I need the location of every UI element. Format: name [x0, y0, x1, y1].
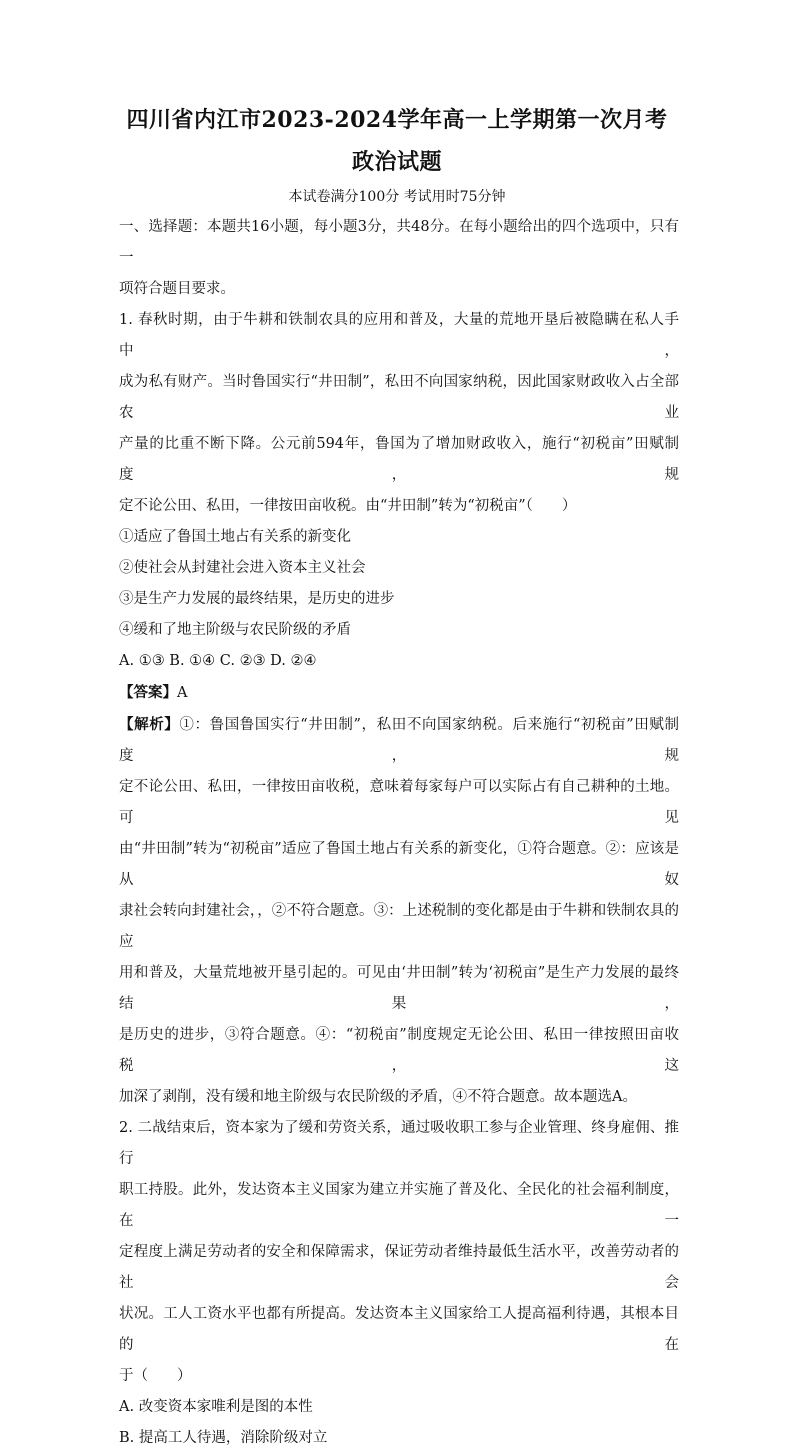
section-intro-line: 项符合题目要求。 [119, 281, 235, 297]
q1-option: ④缓和了地主阶级与农民阶级的矛盾 [119, 622, 351, 638]
q2-option: A. 改变资本家唯利是图的本性 [119, 1399, 313, 1415]
q1-stem-line: 产量的比重不断下降。公元前594年，鲁国为了增加财政收入，施行“初税亩”田赋制度，规 [119, 436, 679, 483]
q1-analysis-line [119, 709, 679, 772]
q2-option: B. 提高工人待遇，消除阶级对立 [119, 1430, 328, 1446]
q1-analysis-line: 加深了剥削，没有缓和地主阶级与农民阶级的矛盾，④不符合题意。故本题选A。 [119, 1089, 637, 1105]
analysis-text: ①：鲁国鲁国实行“井田制”，私田不向国家纳税。后来施行“初税亩”田赋制度，规 [119, 717, 679, 764]
q1-stem-line: 定不论公田、私田，一律按田亩收税。由“井田制”转为“初税亩”（ ） [119, 498, 577, 514]
exam-info: 本试卷满分100分 考试用时75分钟 [288, 189, 506, 205]
q1-option: ②使社会从封建社会进入资本主义社会 [119, 560, 366, 576]
q2-stem-line: 2. 二战结束后，资本家为了缓和劳资关系，通过吸收职工参与企业管理、终身雇佣、推行 [119, 1120, 679, 1167]
answer-label: 【答案】 [119, 684, 177, 701]
q1-stem-line: 成为私有财产。当时鲁国实行“井田制”，私田不向国家纳税，因此国家财政收入占全部农业 [119, 374, 679, 421]
answer-value: A [177, 685, 188, 701]
q1-option: ③是生产力发展的最终结果，是历史的进步 [119, 591, 395, 607]
document-title: 四川省内江市2023-2024学年高一上学期第一次月考 [126, 107, 668, 133]
q2-stem-line: 定程度上满足劳动者的安全和保障需求，保证劳动者维持最低生活水平，改善劳动者的社会 [119, 1244, 679, 1291]
q1-analysis-line: 隶社会转向封建社会，，②不符合题意。③：上述税制的变化都是由于牛耕和铁制农具的应 [119, 903, 679, 950]
q1-analysis-line: 是历史的进步，③符合题意。④：“初税亩”制度规定无论公田、私田一律按照田亩收税，这 [119, 1027, 679, 1074]
q1-analysis-line: 由“井田制”转为“初税亩”适应了鲁国土地占有关系的新变化，①符合题意。②：应该是从奴 [119, 841, 679, 888]
section-intro-line: 一、选择题：本题共16小题，每小题3分，共48分。在每小题给出的四个选项中，只有一 [119, 219, 679, 266]
q2-stem-line: 状况。工人工资水平也都有所提高。发达资本主义国家给工人提高福利待遇，其根本目的在 [119, 1306, 679, 1353]
q1-stem-line: 1. 春秋时期，由于牛耕和铁制农具的应用和普及，大量的荒地开垦后被隐瞒在私人手中， [119, 312, 679, 359]
analysis-label: 【解析】 [119, 716, 180, 733]
q1-analysis-line: 定不论公田、私田，一律按田亩收税，意味着每家每户可以实际占有自己耕种的土地。可见 [119, 779, 679, 826]
q2-stem-line: 于（ ） [119, 1368, 192, 1384]
q1-option: ①适应了鲁国土地占有关系的新变化 [119, 529, 351, 545]
q1-choices: A. ①③ B. ①④ C. ②③ D. ②④ [119, 653, 317, 669]
q1-answer [119, 677, 679, 709]
document-subject-title: 政治试题 [351, 149, 442, 175]
q1-analysis-line: 用和普及，大量荒地被开垦引起的。可见由‘井田制”转为‘初税亩”是生产力发展的最终结果， [119, 965, 679, 1012]
document-body [119, 212, 679, 1454]
q2-stem-line: 职工持股。此外，发达资本主义国家为建立并实施了普及化、全民化的社会福利制度，在一 [119, 1182, 679, 1229]
